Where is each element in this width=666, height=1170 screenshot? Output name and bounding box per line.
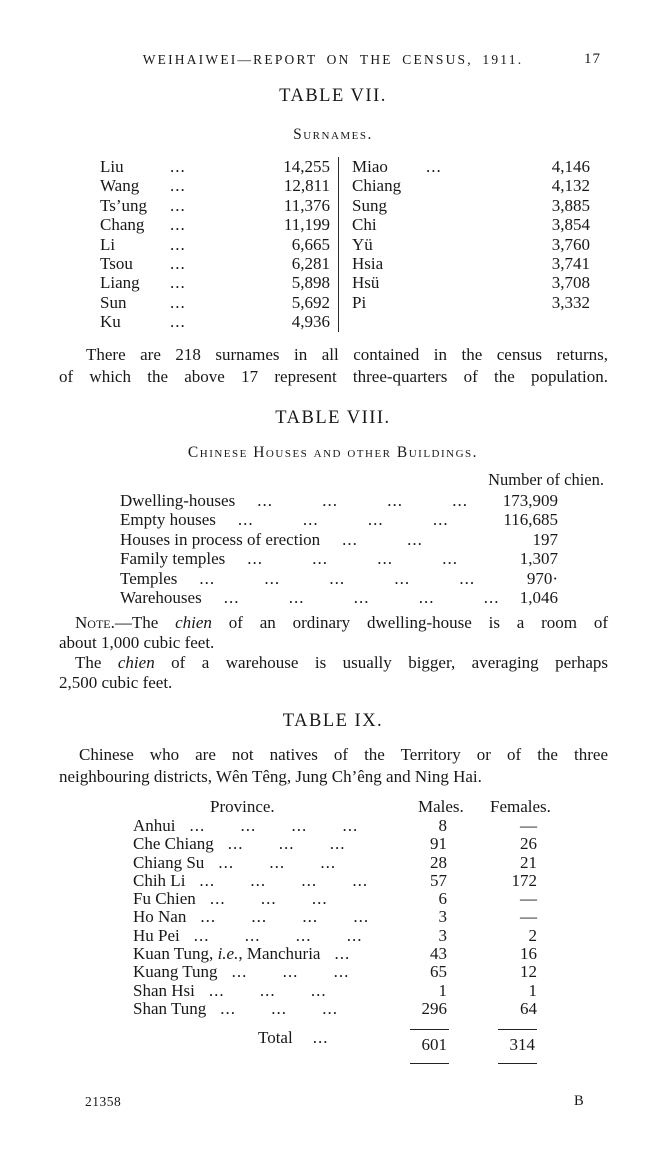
province-name: Kuang Tung <box>133 963 218 982</box>
surname-count: 3,741 <box>551 254 590 274</box>
surname: Sun <box>100 292 127 312</box>
table-row <box>100 312 330 331</box>
males-count: 8 <box>438 816 447 835</box>
province-name <box>133 945 320 963</box>
surname-count: 3,760 <box>551 234 590 254</box>
surname: Chang <box>100 215 145 235</box>
note-line: 2,500 cubic feet. <box>59 673 173 692</box>
males-count: 6 <box>438 889 447 909</box>
table-row <box>133 817 540 835</box>
leader-dots: ... ... ... ... <box>199 871 369 890</box>
paragraph-line: There are 218 surnames in all contained in the census returns, <box>86 345 608 364</box>
table-row <box>133 963 540 981</box>
leader-dots <box>426 293 464 312</box>
surname-count: 6,281 <box>291 254 330 274</box>
table8-title: TABLE VIII. <box>275 408 391 428</box>
leader-dots: ... <box>312 1028 329 1047</box>
table7-title: TABLE VII. <box>279 86 387 106</box>
surnames-paragraph <box>59 344 608 387</box>
table-row <box>100 215 330 234</box>
total-label: Total <box>258 1028 293 1047</box>
table9-header-males: Males. <box>418 797 464 816</box>
table7-right-column <box>339 157 590 332</box>
leader-dots: ... ... ... ... <box>247 549 459 569</box>
table-row <box>120 569 558 588</box>
table-row <box>100 196 330 215</box>
surname: Tsou <box>100 254 133 274</box>
table-row <box>352 196 590 215</box>
table-row <box>352 254 590 273</box>
note-label: Note. <box>75 613 115 632</box>
table-row <box>100 293 330 312</box>
leader-dots: ... ... ... <box>209 890 328 909</box>
surname-count: 3,885 <box>551 195 590 215</box>
females-count: 21 <box>520 852 537 872</box>
chien-note <box>59 613 608 693</box>
surname: Ku <box>100 312 121 332</box>
table9-title: TABLE IX. <box>282 711 384 731</box>
chien-count: 197 <box>532 529 558 549</box>
table-row <box>133 945 540 963</box>
province-name-part: , Manchuria <box>238 945 321 964</box>
surname: Chi <box>352 215 377 235</box>
table8-column-header: Number of chien. <box>488 470 604 489</box>
table-row <box>133 890 540 908</box>
leader-dots <box>426 254 464 273</box>
females-count: — <box>520 816 537 835</box>
chien-count: 970· <box>526 568 558 588</box>
province-name: Shan Tung <box>133 999 207 1018</box>
building-type: Houses in process of erection <box>120 529 321 549</box>
leader-dots: ... <box>170 234 186 254</box>
province-name: Shan Hsi <box>133 981 195 1000</box>
leader-dots <box>426 273 464 292</box>
building-type: Temples <box>120 568 178 588</box>
surname: Li <box>100 234 116 254</box>
total-males: 601 <box>410 1029 450 1064</box>
leader-dots: ... <box>170 292 186 312</box>
table-row <box>133 982 540 1000</box>
table9-header-females: Females. <box>490 797 551 816</box>
surname: Liang <box>100 273 140 293</box>
table-row <box>352 273 590 292</box>
table9-total-row <box>133 1029 540 1064</box>
table-row <box>352 215 590 234</box>
surname-count: 3,708 <box>551 273 590 293</box>
table-row <box>120 491 558 510</box>
signature-mark: B <box>574 1093 584 1109</box>
leader-dots: ... ... ... ... <box>200 908 370 927</box>
table-row <box>120 510 558 529</box>
table-row <box>100 235 330 254</box>
leader-dots: ... ... ... ... ... <box>223 588 500 608</box>
leader-dots: ... <box>170 215 186 235</box>
page-number: 17 <box>584 51 601 67</box>
surname-count: 5,692 <box>291 292 330 312</box>
leader-dots: ... ... <box>342 529 423 549</box>
surname-count: 12,811 <box>283 176 330 196</box>
surname: Ts’ung <box>100 195 147 215</box>
note-italic-term: chien <box>117 653 155 672</box>
note-italic-term: chien <box>175 613 212 632</box>
males-count: 65 <box>430 962 447 982</box>
leader-dots: ... ... ... <box>231 963 350 982</box>
females-count: 2 <box>528 925 537 945</box>
note-line <box>59 653 608 673</box>
leader-dots: ... ... ... ... <box>237 510 449 530</box>
total-females: 314 <box>498 1029 538 1064</box>
males-count: 3 <box>438 907 447 927</box>
note-text: of a warehouse is usually bigger, averaging perhaps <box>154 653 608 672</box>
building-type: Family temples <box>120 549 226 569</box>
chien-count: 1,307 <box>519 549 558 569</box>
females-count: 172 <box>511 870 537 890</box>
table-row <box>133 1000 540 1018</box>
chien-count: 116,685 <box>503 510 558 530</box>
surname: Chiang <box>352 176 402 196</box>
surname-count: 11,199 <box>283 215 330 235</box>
table-row <box>133 854 540 872</box>
building-type: Empty houses <box>120 510 216 530</box>
females-count: — <box>520 889 537 909</box>
province-name: Chiang Su <box>133 853 205 872</box>
leader-dots: ... <box>170 312 186 332</box>
note-text: The <box>75 653 118 672</box>
building-type: Dwelling-houses <box>120 491 236 510</box>
surname: Sung <box>352 195 387 215</box>
surname-count: 3,854 <box>551 215 590 235</box>
surname: Liu <box>100 157 124 176</box>
table7 <box>100 157 590 332</box>
table-row <box>100 176 330 195</box>
table7-subtitle: Surnames. <box>293 126 373 143</box>
table-row <box>352 235 590 254</box>
paragraph-line: of which the above 17 represent three-quarters of the population. <box>59 366 608 386</box>
table-row <box>100 254 330 273</box>
note-text: of an ordinary dwelling-house is a room of <box>211 613 608 632</box>
males-count: 91 <box>430 834 447 854</box>
leader-dots: ... ... ... <box>220 999 338 1018</box>
table-row <box>133 872 540 890</box>
males-count: 3 <box>438 925 447 945</box>
table-row <box>120 588 558 607</box>
females-count: 1 <box>528 980 537 1000</box>
surname: Wang <box>100 176 140 196</box>
surname: Hsü <box>352 273 380 293</box>
leader-dots <box>426 176 464 195</box>
table-row <box>100 157 330 176</box>
leader-dots: ... ... ... ... <box>193 926 363 945</box>
leader-dots: ... <box>426 157 442 176</box>
province-name: Fu Chien <box>133 890 196 909</box>
females-count: 26 <box>520 834 537 854</box>
table9 <box>133 817 540 1018</box>
table-row <box>133 908 540 926</box>
table9-header-province: Province. <box>210 797 275 816</box>
leader-dots: ... <box>170 176 186 196</box>
leader-dots: ... ... ... <box>218 853 337 872</box>
females-count: — <box>520 907 537 927</box>
surname-count: 6,665 <box>291 234 330 254</box>
province-name: Hu Pei <box>133 926 180 945</box>
table8-subtitle: Chinese Houses and other Buildings. <box>187 444 479 461</box>
intro-line: neighbouring districts, Wên Têng, Jung Ch’êng and Ning Hai. <box>59 766 482 786</box>
leader-dots: ... <box>170 157 186 176</box>
note-line: about 1,000 cubic feet. <box>59 633 215 652</box>
table9-intro <box>59 744 608 787</box>
table-row <box>352 157 590 176</box>
surname: Miao <box>352 157 388 176</box>
table7-left-column <box>100 157 330 332</box>
surname: Yü <box>352 234 373 254</box>
surname-count: 4,146 <box>551 157 590 176</box>
leader-dots <box>426 196 464 215</box>
males-count: 1 <box>438 980 447 1000</box>
leader-dots: ... ... ... ... <box>257 491 468 510</box>
table-row <box>100 273 330 292</box>
table-row <box>120 530 558 549</box>
chien-count: 173,909 <box>502 491 558 510</box>
surname-count: 14,255 <box>283 157 330 176</box>
province-name: Ho Nan <box>133 908 187 927</box>
leader-dots: ... <box>334 945 351 964</box>
building-type: Warehouses <box>120 588 202 608</box>
print-order-number: 21358 <box>85 1094 122 1109</box>
table-row <box>352 293 590 312</box>
table-row <box>352 176 590 195</box>
surname: Hsia <box>352 254 384 274</box>
surname-count: 11,376 <box>283 195 330 215</box>
males-count: 43 <box>430 944 447 964</box>
province-name-part: Kuan Tung, <box>133 945 218 964</box>
surname-count: 4,132 <box>551 176 590 196</box>
leader-dots: ... ... ... <box>227 835 346 854</box>
table8 <box>120 491 558 607</box>
leader-dots: ... <box>170 195 186 215</box>
chien-count: 1,046 <box>519 588 558 608</box>
province-name: Che Chiang <box>133 835 214 854</box>
intro-line: Chinese who are not natives of the Territory or of the three <box>79 745 608 764</box>
note-line <box>59 613 608 633</box>
table-row <box>133 927 540 945</box>
leader-dots: ... ... ... ... ... <box>199 568 476 588</box>
males-count: 28 <box>430 852 447 872</box>
leader-dots <box>426 235 464 254</box>
females-count: 12 <box>520 962 537 982</box>
province-name-italic: i.e. <box>217 945 239 964</box>
province-name: Anhui <box>133 817 176 835</box>
females-count: 64 <box>520 998 537 1018</box>
leader-dots: ... <box>170 273 186 293</box>
table-row <box>120 549 558 568</box>
surname-count: 5,898 <box>291 273 330 293</box>
surname-count: 3,332 <box>551 292 590 312</box>
surname-count: 4,936 <box>291 312 330 332</box>
leader-dots: ... ... ... <box>208 981 327 1000</box>
table-row <box>133 835 540 853</box>
males-count: 57 <box>430 870 447 890</box>
females-count: 16 <box>520 944 537 964</box>
leader-dots <box>426 215 464 234</box>
running-head: WEIHAIWEI—REPORT ON THE CENSUS, 1911. <box>142 52 524 67</box>
leader-dots: ... ... ... ... <box>189 817 359 835</box>
leader-dots: ... <box>170 254 186 274</box>
note-text: —The <box>114 613 176 632</box>
province-name: Chih Li <box>133 871 186 890</box>
males-count: 296 <box>421 998 447 1018</box>
surname: Pi <box>352 292 367 312</box>
